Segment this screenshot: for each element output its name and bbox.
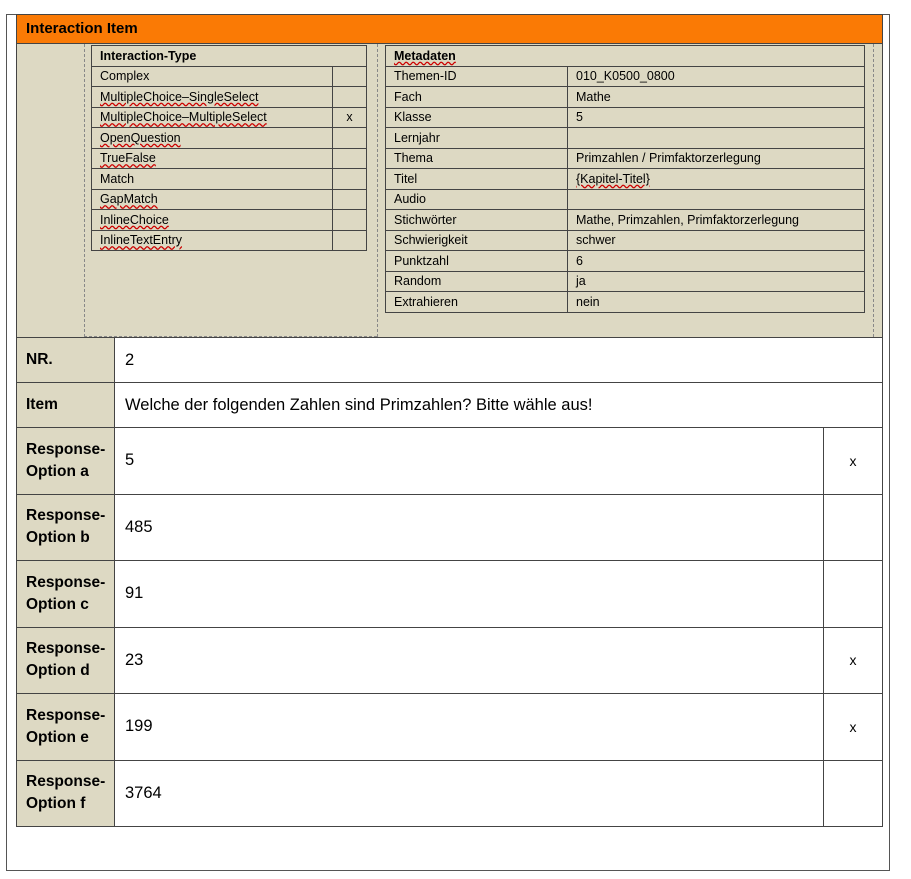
response-option-value[interactable]: 23 [115, 627, 824, 694]
response-option-value[interactable]: 485 [115, 494, 824, 561]
interaction-type-mark[interactable] [333, 230, 367, 251]
interaction-type-row[interactable] [92, 210, 367, 231]
metadata-row [386, 189, 865, 210]
metadata-row [386, 230, 865, 251]
metadata-table [385, 45, 865, 313]
label-line: Response- [26, 440, 106, 458]
label-line: Response- [26, 706, 106, 724]
metadata-key: Random [386, 271, 568, 292]
response-option-mark[interactable]: x [824, 694, 883, 761]
item-label: Item [17, 383, 115, 428]
interaction-type-label: InlineTextEntry [92, 230, 333, 251]
response-option-row [17, 760, 883, 827]
interaction-type-table [91, 45, 367, 251]
metadata-key: Themen-ID [386, 66, 568, 87]
interaction-type-mark[interactable] [333, 189, 367, 210]
interaction-type-row[interactable] [92, 87, 367, 108]
metadata-row [386, 128, 865, 149]
metadata-key: Titel [386, 169, 568, 190]
response-option-label [17, 627, 115, 694]
metadata-key: Audio [386, 189, 568, 210]
metadata-value[interactable] [568, 189, 865, 210]
label-line: Option e [26, 728, 89, 746]
dashed-guide [84, 44, 85, 337]
metadata-value[interactable]: 5 [568, 107, 865, 128]
interaction-type-label: GapMatch [92, 189, 333, 210]
label-line: Option d [26, 662, 90, 680]
interaction-type-mark[interactable] [333, 87, 367, 108]
metadata-area [16, 44, 883, 337]
label-line: Response- [26, 773, 106, 791]
metadata-value[interactable]: Primzahlen / Primfaktorzerlegung [568, 148, 865, 169]
metadata-value[interactable]: nein [568, 292, 865, 313]
dashed-guide [377, 44, 378, 337]
metadata-row [386, 292, 865, 313]
nr-label: NR. [17, 338, 115, 383]
metadata-value[interactable]: Mathe [568, 87, 865, 108]
response-option-row [17, 561, 883, 628]
metadata-value[interactable]: schwer [568, 230, 865, 251]
interaction-type-row[interactable] [92, 128, 367, 149]
metadata-key: Extrahieren [386, 292, 568, 313]
item-question[interactable]: Welche der folgenden Zahlen sind Primzahlen? Bitte wähle aus! [115, 383, 883, 428]
metadata-value[interactable]: 6 [568, 251, 865, 272]
metadata-value[interactable] [568, 128, 865, 149]
label-line: Option c [26, 595, 89, 613]
interaction-type-label: Match [92, 169, 333, 190]
label-line: Response- [26, 640, 106, 658]
interaction-type-label: MultipleChoice–SingleSelect [92, 87, 333, 108]
interaction-type-header: Interaction-Type [92, 46, 367, 67]
metadata-key: Punktzahl [386, 251, 568, 272]
metadata-value[interactable]: ja [568, 271, 865, 292]
metadata-key: Fach [386, 87, 568, 108]
metadata-key: Klasse [386, 107, 568, 128]
response-option-row [17, 694, 883, 761]
metadata-value[interactable]: {Kapitel-Titel} [568, 169, 865, 190]
response-option-value[interactable]: 5 [115, 428, 824, 495]
response-option-row [17, 428, 883, 495]
response-option-label [17, 494, 115, 561]
metadata-value[interactable]: 010_K0500_0800 [568, 66, 865, 87]
metadata-key: Stichwörter [386, 210, 568, 231]
metadata-key: Schwierigkeit [386, 230, 568, 251]
interaction-type-mark[interactable] [333, 148, 367, 169]
metadata-row [386, 148, 865, 169]
interaction-type-mark[interactable] [333, 66, 367, 87]
metadata-row [386, 107, 865, 128]
response-option-row [17, 627, 883, 694]
metadata-value[interactable]: Mathe, Primzahlen, Primfaktorzerlegung [568, 210, 865, 231]
interaction-type-label: TrueFalse [92, 148, 333, 169]
metadata-row [386, 87, 865, 108]
metadata-row [386, 251, 865, 272]
interaction-type-label: Complex [92, 66, 333, 87]
nr-value[interactable]: 2 [115, 338, 883, 383]
interaction-type-mark[interactable]: x [333, 107, 367, 128]
label-line: Option f [26, 795, 86, 813]
nr-row [17, 338, 883, 383]
response-option-label [17, 428, 115, 495]
response-option-mark[interactable] [824, 561, 883, 628]
item-row [17, 383, 883, 428]
response-option-mark[interactable]: x [824, 428, 883, 495]
interaction-item-document [16, 14, 883, 828]
interaction-type-row[interactable] [92, 169, 367, 190]
interaction-type-label: MultipleChoice–MultipleSelect [92, 107, 333, 128]
label-line: Option a [26, 462, 89, 480]
response-option-mark[interactable] [824, 760, 883, 827]
label-line: Response- [26, 573, 106, 591]
label-line: Response- [26, 507, 106, 525]
interaction-type-row[interactable] [92, 189, 367, 210]
interaction-type-label: OpenQuestion [92, 128, 333, 149]
response-option-value[interactable]: 3764 [115, 760, 824, 827]
interaction-type-mark[interactable] [333, 210, 367, 231]
item-table [16, 337, 883, 827]
response-option-label [17, 694, 115, 761]
metadata-key: Thema [386, 148, 568, 169]
metadata-row [386, 66, 865, 87]
response-option-value[interactable]: 199 [115, 694, 824, 761]
response-option-label [17, 561, 115, 628]
metadata-header: Metadaten [386, 46, 865, 67]
interaction-type-row[interactable] [92, 230, 367, 251]
label-line: Option b [26, 529, 90, 547]
dashed-guide [873, 44, 874, 337]
interaction-type-row[interactable] [92, 148, 367, 169]
response-option-mark[interactable] [824, 494, 883, 561]
interaction-type-label: InlineChoice [92, 210, 333, 231]
response-option-mark[interactable]: x [824, 627, 883, 694]
response-option-value[interactable]: 91 [115, 561, 824, 628]
document-title: Interaction Item [16, 14, 883, 44]
response-option-label [17, 760, 115, 827]
metadata-key: Lernjahr [386, 128, 568, 149]
interaction-type-row[interactable] [92, 66, 367, 87]
interaction-type-mark[interactable] [333, 169, 367, 190]
metadata-row [386, 169, 865, 190]
metadata-row [386, 271, 865, 292]
interaction-type-row[interactable] [92, 107, 367, 128]
metadata-row [386, 210, 865, 231]
interaction-type-mark[interactable] [333, 128, 367, 149]
response-option-row [17, 494, 883, 561]
